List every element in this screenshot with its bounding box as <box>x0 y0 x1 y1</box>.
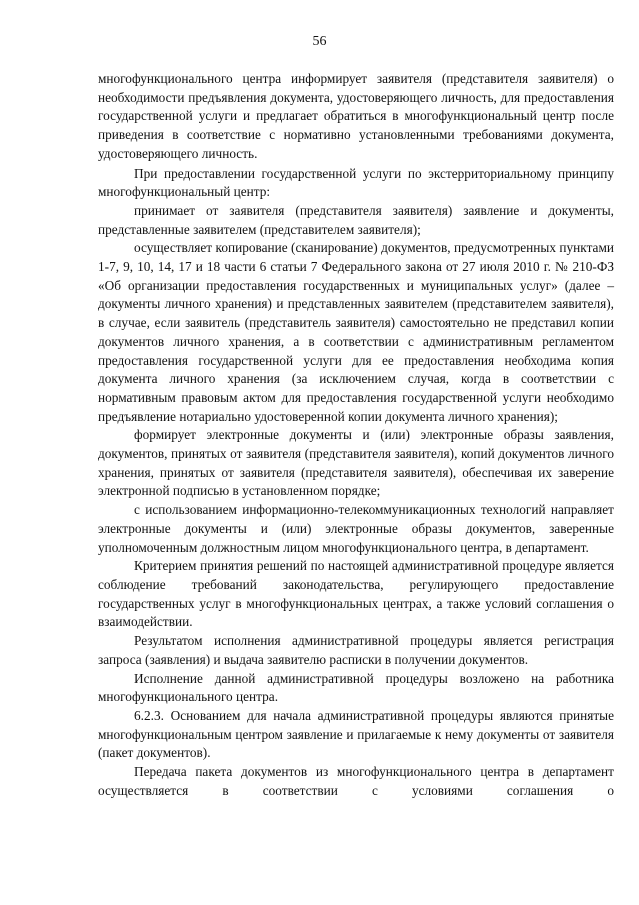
paragraph-copying-documents: осуществляет копирование (сканирование) документов, предусмотренных пунктами 1-7, 9, 10, 14, 17 и 18 части 6 статьи 7 Федерального закона от 27 июля 2010 г. № 210-ФЗ «Об организации предоставления государственных и муниципальных услуг» (далее – документы личного хранения) и представленных заявителем (представителем заявителя), в случае, если заявитель (представитель заявителя) самостоятельно не представил копии документов личного хранения, а в соответствии с административным регламентом предоставления государственной услуги для ее предоставления необходима копия документа личного хранения (за исключением случая, когда в соответствии с нормативным правовым актом для предоставления государственной услуги необходимо предъявление нотариально удостоверенной копии документа личного хранения); <box>98 240 614 424</box>
page-number: 56 <box>312 34 327 49</box>
paragraph-package-transfer: Передача пакета документов из многофункционального центра в департамент осуществляется в соответствии с условиями соглашения о <box>98 764 614 798</box>
paragraph-procedure-result: Результатом исполнения административной процедуры является регистрация запроса (заявления) и выдача заявителю расписки в получении документов. <box>98 633 614 667</box>
paragraph-continuation: многофункционального центра информирует заявителя (представителя заявителя) о необходимости предъявления документа, удостоверяющего личность, для предоставления государственной услуги и предлагает обратиться в многофункциональный центр после приведения в соответствие с нормативно установленными требованиями документа, удостоверяющего личность. <box>98 71 614 161</box>
paragraph-extraterritorial-intro: При предоставлении государственной услуги по экстерриториальному принципу многофункциональный центр: <box>98 165 614 200</box>
body-text <box>98 70 614 800</box>
paragraph-procedure-executor: Исполнение данной административной процедуры возложено на работника многофункционального центра. <box>98 670 614 705</box>
paragraph-section-6-2-3: 6.2.3. Основанием для начала административной процедуры являются принятые многофункциональным центром заявление и прилагаемые к нему документы от заявителя (пакет документов). <box>98 707 614 761</box>
paragraph-accepts-documents: принимает от заявителя (представителя заявителя) заявление и документы, представленные заявителем (представителем заявителя); <box>98 202 614 237</box>
paragraph-decision-criterion: Критерием принятия решений по настоящей административной процедуре является соблюдение требований законодательства, регулирующего предоставление государственных услуг в многофункциональных центрах, а также условий соглашения о взаимодействии. <box>98 558 614 630</box>
paragraph-forms-electronic-documents: формирует электронные документы и (или) электронные образы заявления, документов, принятых от заявителя (представителя заявителя), копий документов личного хранения, принятых от заявителя (представителя заявителя), обеспечивая их заверение электронной подписью в установленном порядке; <box>98 427 614 499</box>
paragraph-sends-documents: с использованием информационно-телекоммуникационных технологий направляет электронные документы и (или) электронные образы документов, заверенные уполномоченным должностным лицом многофункционального центра, в департамент. <box>98 502 614 555</box>
